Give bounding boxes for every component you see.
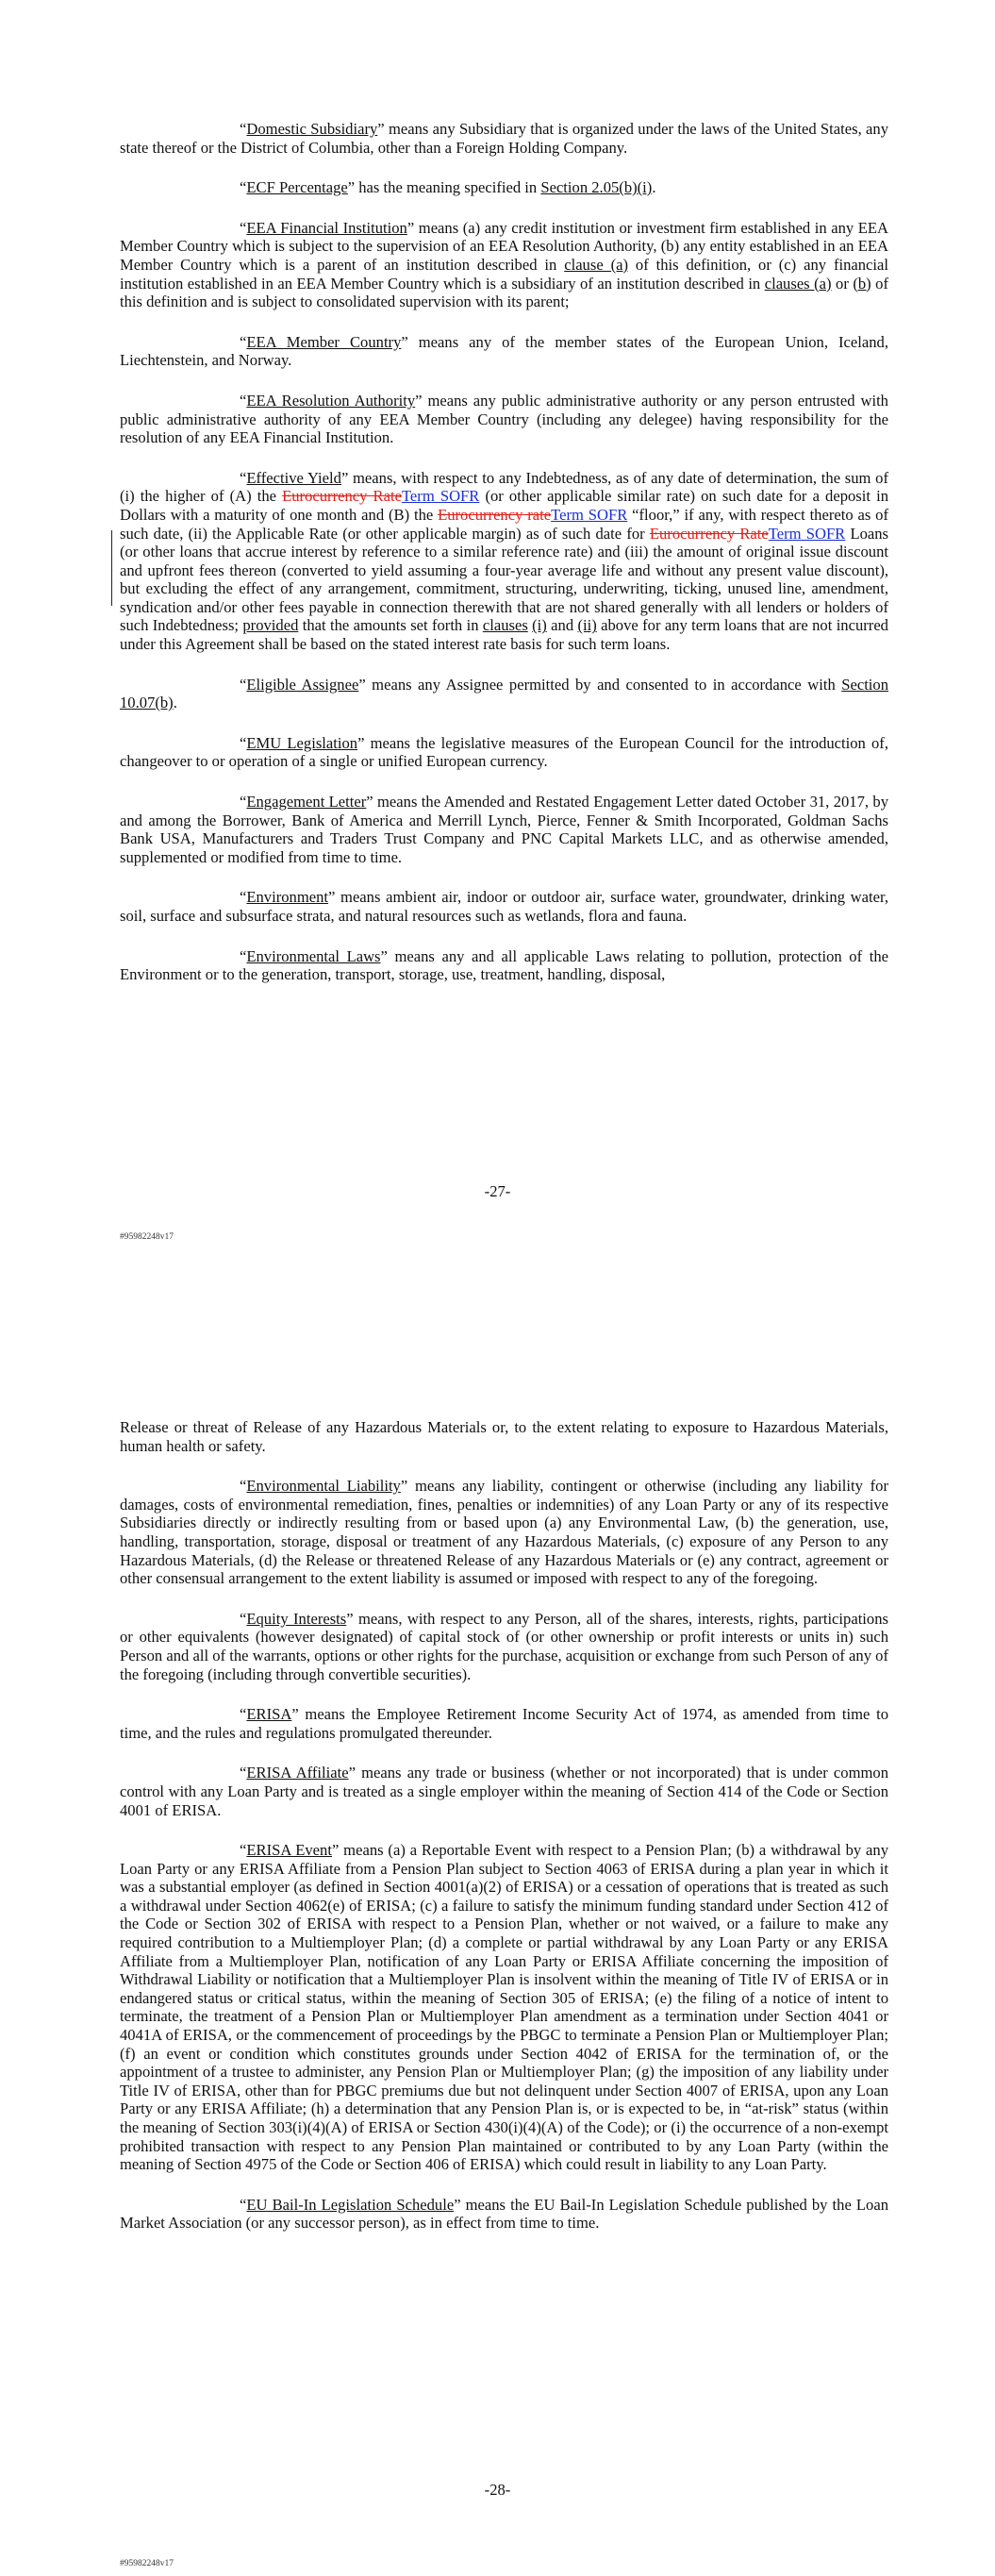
defined-term: EEA Resolution Authority [246, 391, 416, 410]
definition-erisa: “ERISA” means the Employee Retirement Income Security Act of 1974, as amended from time to time, and the rules and regulations promulgated thereunder. [120, 1705, 888, 1742]
definitions-list [120, 1418, 888, 2254]
defined-term: Engagement Letter [246, 793, 367, 811]
inserted-text: Term SOFR [768, 524, 846, 543]
definition-environmental-laws: “Environmental Laws” means any and all applicable Laws relating to pollution, protection of the Environment or to the generation, transport, storage, use, treatment, handling, disposal, [120, 946, 888, 984]
defined-term: Domestic Subsidiary [246, 120, 378, 138]
defined-term: Environment [246, 888, 329, 907]
defined-term: ERISA Event [246, 1841, 332, 1860]
definition-ecf-percentage: “ECF Percentage” has the meaning specified in Section 2.05(b)(i). [240, 178, 656, 197]
defined-term: Environmental Laws [246, 946, 381, 965]
defined-term: Environmental Liability [246, 1477, 401, 1496]
change-bar [111, 530, 112, 606]
page-28 [0, 1246, 995, 2576]
definition-environment: “Environment” means ambient air, indoor or outdoor air, surface water, groundwater, drinking water, soil, surface and subsurface strata, and natural resources such as wetlands, flora and fauna. [120, 888, 888, 925]
clause-reference: (ii) [577, 616, 597, 635]
deleted-text: Eurocurrency Rate [282, 487, 402, 506]
inserted-text: Term SOFR [551, 505, 628, 524]
clause-reference: clauses (a) [764, 274, 832, 293]
clause-reference: clauses [482, 616, 528, 635]
definition-erisa-affiliate: “ERISA Affiliate” means any trade or business (whether or not incorporated) that is under common control with any Loan Party and is treated as a single employer within the meaning of Section 414 of the Code or Section 4001 of ERISA. [120, 1764, 889, 1819]
document-id: #95982248v17 [120, 1232, 174, 1242]
continuation-paragraph: Release or threat of Release of any Hazardous Materials or, to the extent relating to exposure to Hazardous Materials, human health or safety. [120, 1418, 888, 1455]
document-id: #95982248v17 [120, 2559, 174, 2568]
definition-eea-member-country: “EEA Member Country” means any of the member states of the European Union, Iceland, Liechtenstein, and Norway. [120, 332, 888, 370]
defined-term: Eligible Assignee [246, 675, 359, 694]
defined-term: EEA Member Country [246, 332, 402, 351]
proviso: provided [242, 616, 299, 635]
section-reference: Section 2.05(b)(i) [540, 178, 653, 197]
definition-erisa-event: “ERISA Event” means (a) a Reportable Event with respect to a Pension Plan; (b) a withdrawal by any Loan Party or any ERISA Affiliate from a Pension Plan subject to Section 4063 of ERISA during a plan year in which it was a substantial employer (as defined in Section 4001(a)(2) of ERISA) or a cessation of operations that is treated as such a withdrawal under Section 4062(e) of ERISA; (c) a failure to satisfy the minimum funding standard under Section 412 of the Code or Section 302 of ERISA with respect to a Pension Plan, whether or not waived, or a failure to make any required contribution to a Multiemployer Plan; (d) a complete or partial withdrawal by any Loan Party or any ERISA Affiliate from a Multiemployer Plan, notification of any Loan Party or ERISA Affiliate concerning the imposition of Withdrawal Liability or notification that a Multiemployer Plan is insolvent within the meaning of Title IV of ERISA or in endangered status or critical status, within the meaning of Section 305 of ERISA; (e) the filing of a notice of intent to terminate, the treatment of a Pension Plan or Multiemployer Plan amendment as a termination under Section 4041 or 4041A of ERISA, or the commencement of proceedings by the PBGC to terminate a Pension Plan or Multiemployer Plan; (f) an event or condition which constitutes grounds under Section 4042 of ERISA for the termination of, or the appointment of a trustee to administer, any Pension Plan or Multiemployer Plan; (g) the imposition of any liability under Title IV of ERISA, other than for PBGC premiums due but not delinquent under Section 4007 of ERISA, upon any Loan Party or any ERISA Affiliate; (h) a determination that any Pension Plan is, or is expected to be, in “at-risk” status (within the meaning of Section 303(i)(4)(A) of ERISA or Section 430(i)(4)(A) of the Code); or (i) the occurrence of a non-exempt prohibited transaction with respect to any Pension Plan maintained or contributed to by any Loan Party (within the meaning of Section 4975 of the Code or Section 406 of ERISA) which could result in liability to any Loan Party. [120, 1841, 888, 2174]
defined-term: ECF Percentage [246, 178, 348, 197]
deleted-text: Eurocurrency Rate [649, 524, 769, 543]
page-number: -27- [484, 1182, 511, 1200]
definition-effective-yield: “Effective Yield” means, with respect to any Indebtedness, as of any date of determination, the sum of (i) the higher of (A) the Eurocurrency RateTerm SOFR (or other applicable similar rate) on such date for a deposit in Dollars with a maturity of one month and (B) the Eurocurrency rateTerm SOFR “floor,” if any, with respect thereto as of such date, (ii) the Applicable Rate (or other applicable margin) as of such date for Eurocurrency RateTerm SOFR Loans (or other loans that accrue interest by reference to a similar reference rate) and (iii) the amount of original issue discount and upfront fees thereon (converted to yield assuming a four-year average life and without any present value discount), but excluding the effect of any arrangement, commitment, structuring, underwriting, ticking, unused line, amendment, syndication and/or other fees payable in connection therewith that are not shared generally with all lenders or holders of such Indebtedness; provided that the amounts set forth in clauses (i) and (ii) above for any term loans that are not incurred under this Agreement shall be based on the stated interest rate basis for such term loans. [120, 468, 889, 654]
section-reference: Section 10.07(b) [120, 675, 889, 712]
defined-term: EEA Financial Institution [246, 218, 407, 237]
definition-environmental-liability: “Environmental Liability” means any liability, contingent or otherwise (including any liability for damages, costs of environmental remediation, fines, penalties or indemnities) of any Loan Party or any of its respective Subsidiaries directly or indirectly resulting from or based upon (a) any Environmental Law, (b) the generation, use, handling, transportation, storage, disposal or treatment of any Hazardous Materials, (c) exposure of any Person to any Hazardous Materials, (d) the Release or threatened Release of any Hazardous Materials or (e) any contract, agreement or other consensual arrangement to the extent liability is assumed or imposed with respect to any of the foregoing. [120, 1477, 888, 1588]
definition-eea-financial-institution: “EEA Financial Institution” means (a) any credit institution or investment firm established in any EEA Member Country which is subject to the supervision of an EEA Resolution Authority, (b) any entity established in an EEA Member Country which is a parent of an institution described in clause (a) of this definition, or (c) any financial institution established in an EEA Member Country which is a subsidiary of an institution described in clauses (a) or (b) of this definition and is subject to consolidated supervision with its parent; [120, 218, 889, 311]
clause-reference: (b) [853, 274, 871, 293]
defined-term: Effective Yield [246, 468, 341, 487]
definition-eligible-assignee: “Eligible Assignee” means any Assignee permitted by and consented to in accordance with Section 10.07(b). [120, 675, 889, 712]
defined-term: ERISA Affiliate [246, 1764, 349, 1782]
definition-eu-bail-in-legislation-schedule: “EU Bail-In Legislation Schedule” means the EU Bail-In Legislation Schedule published by the Loan Market Association (or any successor person), as in effect from time to time. [120, 2195, 888, 2233]
definition-emu-legislation: “EMU Legislation” means the legislative measures of the European Council for the introduction of, changeover to or operation of a single or unified European currency. [120, 733, 888, 771]
clause-reference: (i) [532, 616, 547, 635]
definition-eea-resolution-authority: “EEA Resolution Authority” means any public administrative authority or any person entrusted with public administrative authority of any EEA Member Country (including any delegee) having responsibility for the resolution of any EEA Financial Institution. [120, 391, 888, 447]
definition-domestic-subsidiary: “Domestic Subsidiary” means any Subsidiary that is organized under the laws of the United States, any state thereof or the District of Columbia, other than a Foreign Holding Company. [120, 120, 888, 157]
page-27 [0, 0, 995, 1246]
page-number: -28- [484, 2481, 511, 2499]
definitions-list [120, 120, 888, 1006]
clause-reference: clause (a) [564, 255, 628, 274]
defined-term: Equity Interests [246, 1609, 347, 1628]
defined-term: ERISA [246, 1705, 292, 1724]
defined-term: EMU Legislation [246, 733, 358, 752]
inserted-text: Term SOFR [401, 487, 480, 506]
defined-term: EU Bail-In Legislation Schedule [246, 2195, 455, 2214]
deleted-text: Eurocurrency rate [438, 505, 552, 524]
definition-equity-interests: “Equity Interests” means, with respect to any Person, all of the shares, interests, rights, participations or other equivalents (however designated) of capital stock of (or other ownership or profit interests or units in) such Person and all of the warrants, options or other rights for the purchase, acquisition or exchange from such Person of any of the foregoing (including through convertible securities). [120, 1609, 888, 1683]
definition-engagement-letter: “Engagement Letter” means the Amended and Restated Engagement Letter dated October 31, 2017, by and among the Borrower, Bank of America and Merrill Lynch, Pierce, Fenner & Smith Incorporated, Goldman Sachs Bank USA, Manufacturers and Traders Trust Company and PNC Capital Markets LLC, and as otherwise amended, supplemented or modified from time to time. [120, 793, 888, 866]
